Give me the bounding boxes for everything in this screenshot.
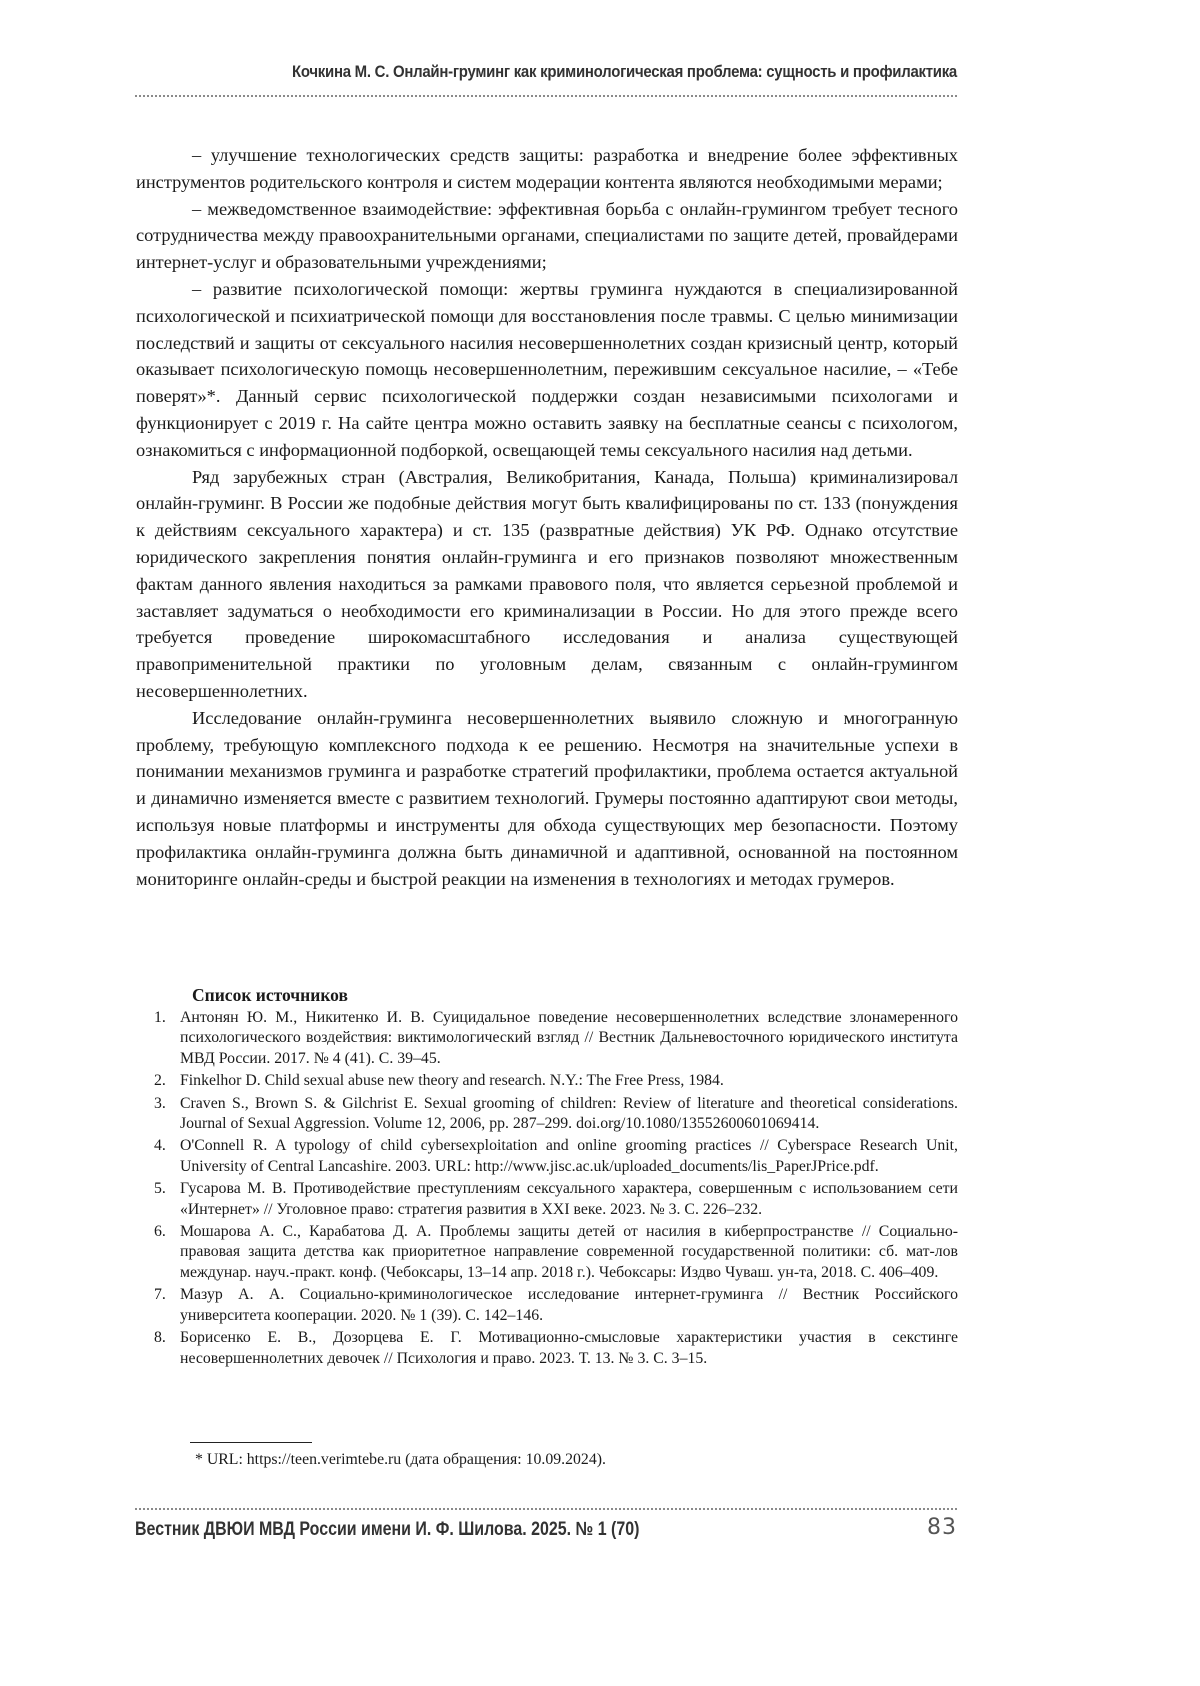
reference-text: O'Connell R. A typology of child cybersexploitation and online grooming practices // Cyberspace Research Unit, University of Central Lancashire. 2003. URL: http://www.jisc.ac.uk/uploaded_documents/lis_PaperJPrice.pdf. [180, 1137, 958, 1175]
reference-number: 5. [154, 1180, 166, 1198]
reference-item [136, 1328, 958, 1369]
reference-text: Мазур А. А. Социально-криминологическое исследование интернет-груминга // Вестник Российского университета кооперации. 2020. № 1 (39). С. 142–146. [180, 1286, 958, 1324]
reference-item [136, 1071, 958, 1091]
reference-item [136, 1179, 958, 1220]
reference-number: 3. [154, 1094, 166, 1112]
reference-number: 4. [154, 1137, 166, 1155]
reference-text: Finkelhor D. Child sexual abuse new theory and research. N.Y.: The Free Press, 1984. [180, 1072, 724, 1090]
journal-title-footer: Вестник ДВЮИ МВД России имени И. Ф. Шилова. 2025. № 1 (70) [135, 1519, 640, 1540]
page-number: 83 [927, 1515, 957, 1540]
reference-number: 6. [154, 1223, 166, 1241]
reference-item [136, 1222, 958, 1283]
reference-number: 8. [154, 1329, 166, 1347]
reference-text: Антонян Ю. М., Никитенко И. В. Суицидальное поведение несовершеннолетних вследствие злонамеренного психологического воздействия: виктимологический взгляд // Вестник Дальневосточного юридического института МВД России. 2017. № 4 (41). С. 39–45. [180, 1009, 958, 1067]
reference-number: 1. [154, 1009, 166, 1026]
footer-dotted-divider [135, 1508, 957, 1510]
article-body [136, 142, 958, 892]
reference-item [136, 1094, 958, 1135]
footnote-rule [190, 1442, 312, 1443]
body-paragraph: Исследование онлайн-груминга несовершеннолетних выявило сложную и многогранную проблему, требующую комплексного подхода к ее решению. Несмотря на значительные успехи в понимании механизмов груминга и разработке стратегий профилактики, проблема остается актуальной и динамично изменяется вместе с развитием технологий. Грумеры постоянно адаптируют свои методы, используя новые платформы и инструменты для обхода существующих мер безопасности. Поэтому профилактика онлайн-груминга должна быть динамичной и адаптивной, основанной на постоянном мониторинге онлайн-среды и быстрой реакции на изменения в технологиях и методах грумеров. [136, 707, 958, 889]
reference-text: Мошарова А. С., Карабатова Д. А. Проблемы защиты детей от насилия в киберпространстве // Социально-правовая защита детства как приоритетное направление современной государственной политики: сб. мат-лов междунар. науч.-практ. конф. (Чебоксары, 13–14 апр. 2018 г.). Чебоксары: Издво Чуваш. ун-та, 2018. С. 406–409. [180, 1223, 958, 1281]
references-heading: Список источников [192, 985, 348, 1005]
reference-number: 2. [154, 1072, 166, 1090]
body-paragraph: – межведомственное взаимодействие: эффективная борьба с онлайн-грумингом требует тесного сотрудничества между правоохранительными органами, специалистами по защите детей, провайдерами интернет-услуг и образовательными учреждениями; [136, 198, 958, 273]
header-dotted-divider [135, 95, 957, 97]
reference-text: Гусарова М. В. Противодействие преступлениям сексуального характера, совершенным с использованием сети «Интернет» // Уголовное право: стратегия развития в XXI веке. 2023. № 3. С. 226–232. [180, 1180, 958, 1218]
reference-number: 7. [154, 1286, 166, 1304]
reference-item [136, 1285, 958, 1326]
reference-text: Craven S., Brown S. & Gilchrist E. Sexual grooming of children: Review of literature and theoretical considerations. Journal of Sexual Aggression. Volume 12, 2006, pp. 287–299. doi.org/10.1080/13552600601069414. [180, 1094, 958, 1133]
body-paragraph: – улучшение технологических средств защиты: разработка и внедрение более эффективных инструментов родительского контроля и систем модерации контента являются необходимыми мерами; [136, 145, 958, 192]
reference-item [136, 1136, 958, 1177]
body-paragraph: Ряд зарубежных стран (Австралия, Великобритания, Канада, Польша) криминализировал онлайн-груминг. В России же подобные действия могут быть квалифицированы по ст. 133 (понуждения к действиям сексуального характера) и ст. 135 (развратные действия) УК РФ. Однако отсутствие юридического закрепления понятия онлайн-груминга и его признаков позволяют множественным фактам данного явления находиться за рамками правового поля, что является серьезной проблемой и заставляет задуматься о необходимости его криминализации в России. Но для этого прежде всего требуется проведение широкомасштабного исследования и анализа существующей правоприменительной практики по уголовным делам, связанным с онлайн-грумингом несовершеннолетних. [136, 466, 958, 701]
footnote: * URL: https://teen.verimtebe.ru (дата обращения: 10.09.2024). [195, 1451, 606, 1468]
reference-item [136, 1008, 958, 1069]
references-section [136, 984, 958, 1371]
running-title: Кочкина М. С. Онлайн-груминг как криминологическая проблема: сущность и профилактика [292, 62, 957, 81]
reference-text: Борисенко Е. В., Дозорцева Е. Г. Мотивационно-смысловые характеристики участия в секстинге несовершеннолетних девочек // Психология и право. 2023. Т. 13. № 3. С. 3–15. [180, 1329, 958, 1367]
references-list [136, 1008, 958, 1369]
body-paragraph: – развитие психологической помощи: жертвы груминга нуждаются в специализированной психологической и психиатрической помощи для восстановления после травмы. С целью минимизации последствий и защиты от сексуального насилия несовершеннолетних создан кризисный центр, который оказывает психологическую помощь несовершеннолетним, пережившим сексуальное насилие, – «Тебе поверят»*. Данный сервис психологической поддержки создан независимыми психологами и функционирует с 2019 г. На сайте центра можно оставить заявку на бесплатные сеансы с психологом, ознакомиться с информационной подборкой, освещающей темы сексуального насилия над детьми. [136, 278, 958, 460]
